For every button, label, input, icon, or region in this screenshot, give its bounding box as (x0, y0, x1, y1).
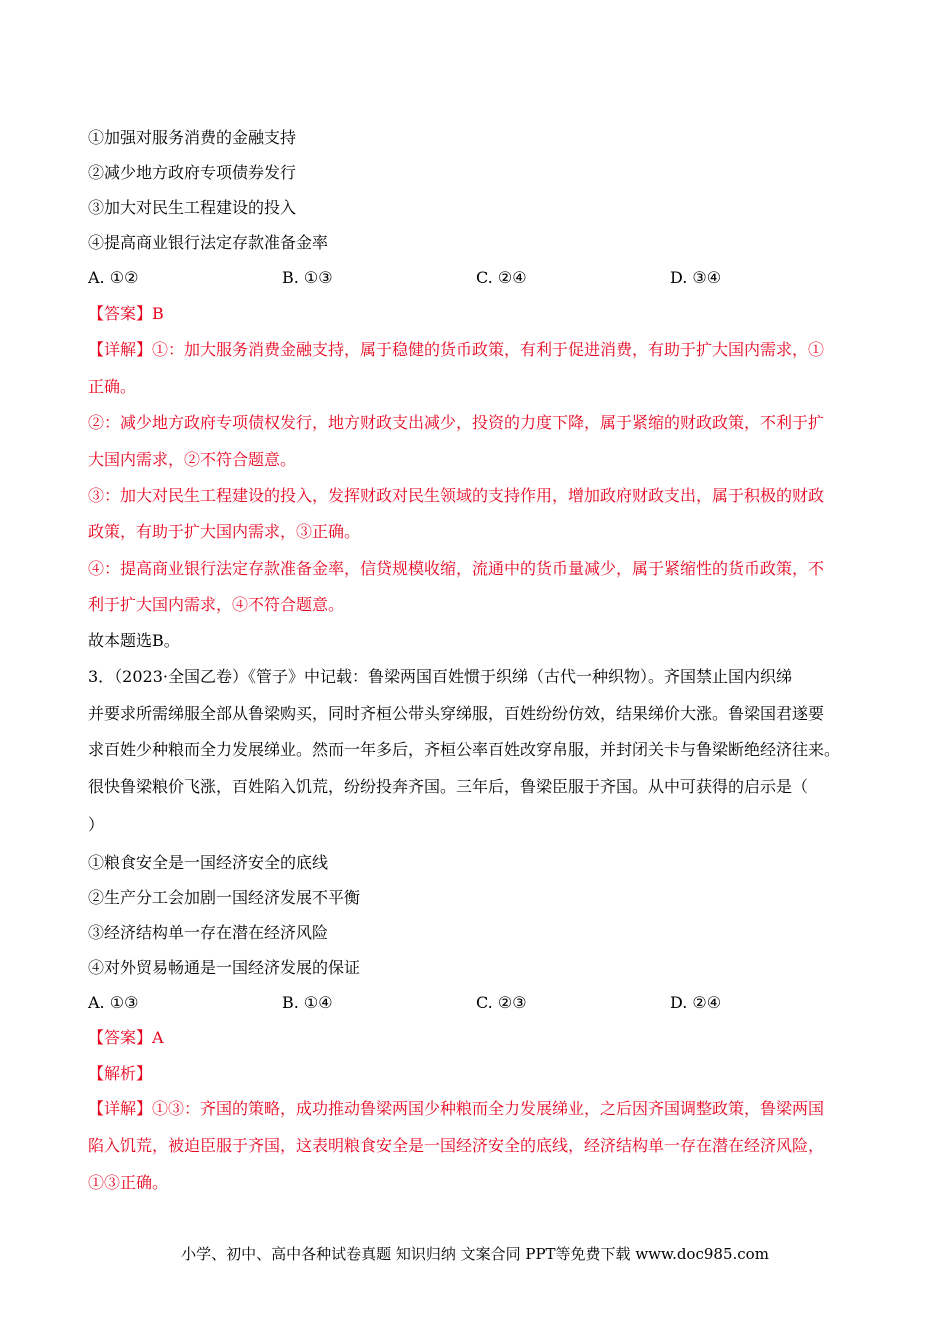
q3-choices (88, 992, 868, 1014)
q2-explanation-line-5: ③：加大对民生工程建设的投入，发挥财政对民生领域的支持作用，增加政府财政支出，属于积极的财政 (88, 486, 825, 505)
q3-stem-line-5: ） (88, 815, 105, 834)
q3-stem-line-1: 3．（2023·全国乙卷）《管子》中记载：鲁梁两国百姓惯于织绨（古代一种织物）。齐国禁止国内织绨 (88, 667, 792, 686)
q2-choice-c: C. ②④ (476, 268, 527, 287)
q3-stem-line-4: 很快鲁梁粮价飞涨，百姓陷入饥荒，纷纷投奔齐国。三年后，鲁梁臣服于齐国。从中可获得的启示是（ (88, 777, 809, 796)
q3-option-2: ②生产分工会加剧一国经济发展不平衡 (88, 888, 361, 907)
q2-option-1: ①加强对服务消费的金融支持 (88, 128, 297, 147)
q2-explanation-line-3: ②：减少地方政府专项债权发行，地方财政支出减少，投资的力度下降，属于紧缩的财政政策，不利于扩 (88, 413, 825, 432)
q2-option-4: ④提高商业银行法定存款准备金率 (88, 233, 329, 252)
q3-choice-a: A. ①③ (88, 993, 139, 1012)
q2-option-2: ②减少地方政府专项债券发行 (88, 163, 297, 182)
q2-choices (88, 267, 868, 289)
q3-option-3: ③经济结构单一存在潜在经济风险 (88, 923, 329, 942)
q2-explanation-line-2: 正确。 (88, 377, 137, 396)
q3-explanation-line-3: ①③正确。 (88, 1173, 169, 1192)
q3-answer: 【答案】A (88, 1028, 164, 1047)
q2-explanation-line-6: 政策，有助于扩大国内需求，③正确。 (88, 522, 361, 541)
q3-choice-b: B. ①④ (282, 993, 333, 1012)
q2-answer: 【答案】B (88, 304, 164, 323)
q2-choice-d: D. ③④ (670, 268, 722, 287)
q3-stem-line-3: 求百姓少种粮而全力发展绨业。然而一年多后，齐桓公率百姓改穿帛服，并封闭关卡与鲁梁断绝经济往来。 (88, 740, 841, 759)
q2-option-3: ③加大对民生工程建设的投入 (88, 198, 297, 217)
q2-choice-b: B. ①③ (282, 268, 333, 287)
q2-explanation-line-7: ④：提高商业银行法定存款准备金率，信贷规模收缩，流通中的货币量减少，属于紧缩性的货币政策，不 (88, 559, 825, 578)
q2-conclusion: 故本题选B。 (88, 631, 180, 650)
q3-option-1: ①粮食安全是一国经济安全的底线 (88, 853, 329, 872)
q2-explanation-line-8: 利于扩大国内需求，④不符合题意。 (88, 595, 345, 614)
q3-explanation-line-2: 陷入饥荒，被迫臣服于齐国，这表明粮食安全是一国经济安全的底线，经济结构单一存在潜在经济风险， (88, 1136, 825, 1155)
q3-choice-c: C. ②③ (476, 993, 527, 1012)
q3-analysis: 【解析】 (88, 1064, 153, 1083)
page-footer: 小学、初中、高中各种试卷真题 知识归纳 文案合同 PPT等免费下载 www.doc985.com (181, 1245, 769, 1263)
q3-option-4: ④对外贸易畅通是一国经济发展的保证 (88, 958, 361, 977)
q3-stem-line-2: 并要求所需绨服全部从鲁梁购买，同时齐桓公带头穿绨服，百姓纷纷仿效，结果绨价大涨。鲁梁国君遂要 (88, 704, 825, 723)
q2-explanation-line-1: 【详解】①：加大服务消费金融支持，属于稳健的货币政策，有利于促进消费，有助于扩大国内需求，① (88, 340, 825, 359)
q2-explanation-line-4: 大国内需求，②不符合题意。 (88, 450, 297, 469)
q3-explanation-line-1: 【详解】①③：齐国的策略，成功推动鲁梁两国少种粮而全力发展绨业，之后因齐国调整政策，鲁梁两国 (88, 1099, 825, 1118)
q3-choice-d: D. ②④ (670, 993, 722, 1012)
q2-choice-a: A. ①② (88, 268, 139, 287)
